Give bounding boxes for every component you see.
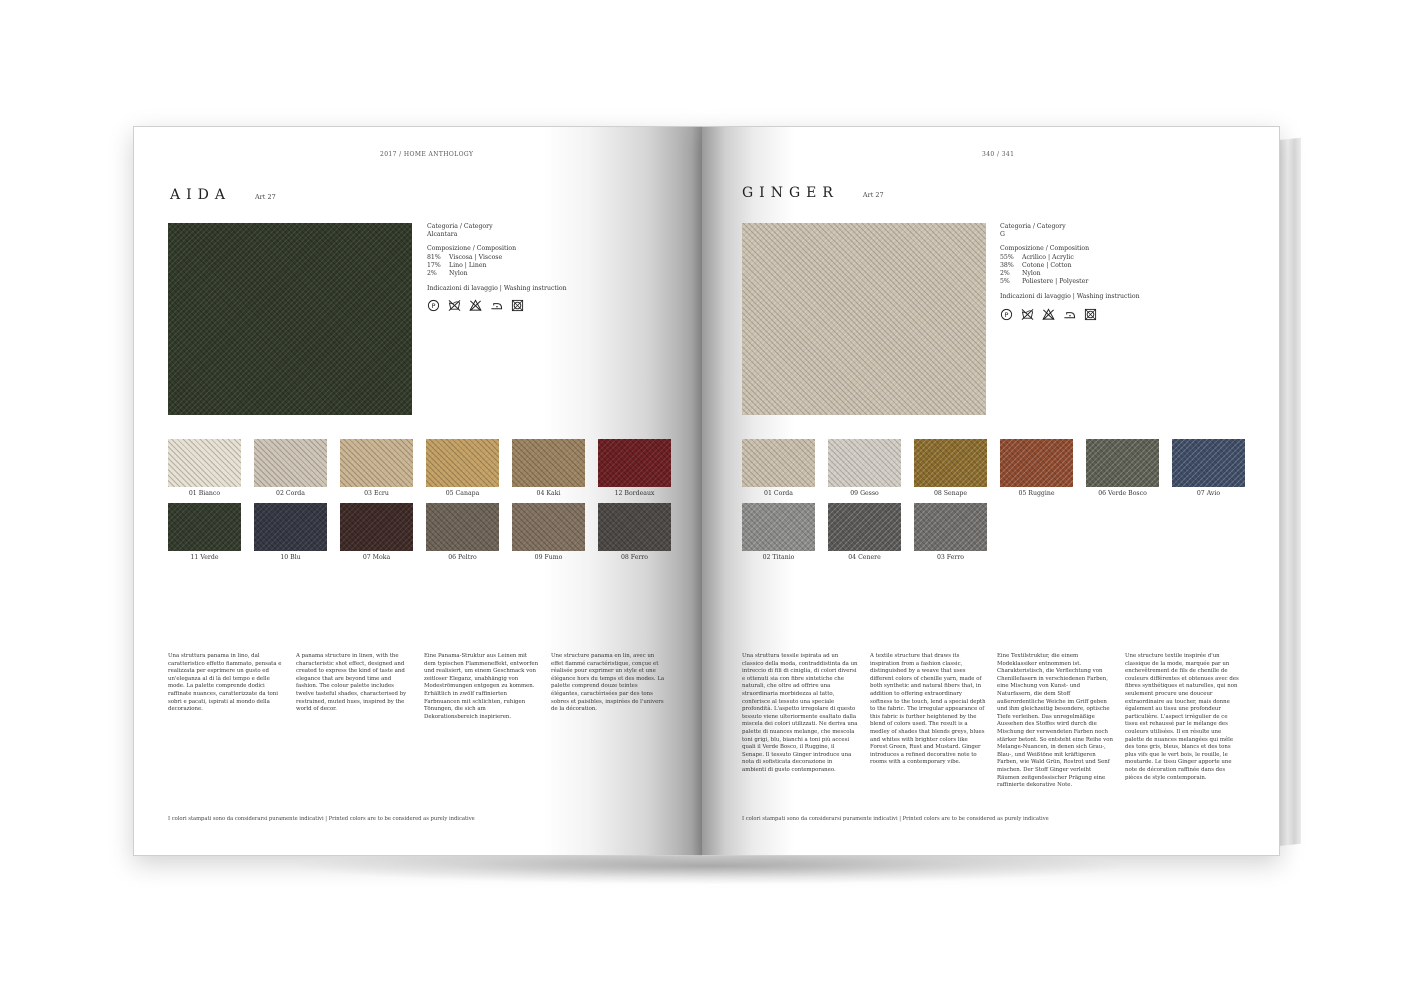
swatch-label: 05 Ruggine: [1018, 490, 1055, 497]
category-value: Alcantara: [427, 231, 458, 239]
composition-label: Composizione / Composition: [1000, 245, 1090, 253]
swatch-image: [426, 439, 499, 487]
swatch-image: [828, 503, 901, 551]
color-swatch: [168, 503, 241, 561]
swatch-image: [914, 503, 987, 551]
composition-material: Lino | Linen: [449, 261, 487, 269]
composition-percent: 17%: [427, 261, 441, 269]
description-french: Une structure textile inspirée d'un classique de la mode, marquée par un enchevêtrement de fils de chenille de couleurs différentes et obtenues avec des fibres synthétiques et naturelles, qui non seulement procure une douceur extraordinaire au toucher, mais donne également au tissu une profondeur particulière. L'aspect irrégulier de ce tissu est rehaussé par le mélange des couleurs utilisées. Il en résulte une palette de nuances melangées qui mêle des tons gris, bleus, blancs et des tons plus vifs que le vert bois, le rouille, le moutarde. Le tissu Ginger apporte une note de décoration raffinée dans des pièces de style contemporain.: [1125, 653, 1239, 781]
color-swatch: [598, 503, 671, 561]
composition-percent: 38%: [1000, 261, 1014, 269]
color-swatch: [254, 503, 327, 561]
no-wash-icon: [1021, 308, 1034, 324]
color-swatch: [598, 439, 671, 497]
no-bleach-icon: [1042, 308, 1055, 324]
no-tumble-dry-icon: [1084, 308, 1097, 324]
composition-material: Cotone | Cotton: [1022, 261, 1072, 269]
no-wash-icon: [448, 299, 461, 315]
page-header: 340 / 341: [982, 151, 1015, 158]
swatch-image: [742, 503, 815, 551]
composition-percent: 55%: [1000, 253, 1014, 261]
category-label: Categoria / Category: [427, 223, 493, 230]
composition-material: Viscosa | Viscose: [449, 253, 503, 261]
color-swatch: [828, 503, 901, 561]
color-swatch: [340, 503, 413, 561]
no-tumble-dry-icon: [511, 299, 524, 315]
composition-percent: 81%: [427, 253, 441, 261]
color-swatch: [1000, 439, 1073, 497]
svg-text:P: P: [1004, 310, 1009, 319]
color-swatch: [168, 439, 241, 497]
dryclean-p-icon: [427, 299, 440, 315]
swatch-image: [914, 439, 987, 487]
swatch-image: [340, 503, 413, 551]
composition-row: [427, 262, 627, 270]
washing-label: Indicazioni di lavaggio | Washing instruction: [1000, 293, 1140, 301]
page-edges: [1279, 138, 1301, 846]
iron-icon: [490, 299, 503, 315]
composition-material: Acrilico | Acrylic: [1022, 253, 1074, 261]
swatch-label: 03 Ferro: [936, 554, 965, 561]
color-swatch: [512, 503, 585, 561]
swatch-label: 04 Cenere: [848, 554, 881, 561]
description-german: Eine Textilstruktur, die einem Modeklassiker entnommen ist. Charakteristisch, die Verflechtung von Chenillefasern in verschiedenen Farben, eine Mischung von Kunst- und Naturfasern, die dem Stoff außerordentliche Weiche im Griff geben und ihm gleichzeitig besondere, optische Tiefe verleihen. Das unregelmäßige Aussehen des Stoffes wird durch die Mischung der verwendeten Farben noch stärker betont. So entsteht eine Reihe von Melange-Nuancen, in denen sich Grau-, Blau-, und Weißtöne mit kräftigeren Farben, wie Wald Grün, Rostrot und Senf mischen. Der Stoff Ginger verleiht Räumen zeitgenössischer Prägung eine raffinierte dekorative Note.: [997, 653, 1113, 789]
swatch-image: [254, 439, 327, 487]
swatch-label: 06 Verde Bosco: [1098, 490, 1147, 497]
swatch-label: 08 Ferro: [620, 554, 649, 561]
description-english: A panama structure in linen, with the characteristic shot effect, designed and created to express the kind of taste and elegance that are beyond time and fashion. The colour palette includes twelve tasteful shades, characterised by restrained, muted hues, inspired by the world of decor.: [296, 653, 407, 713]
page-header: 2017 / HOME ANTHOLOGY: [380, 151, 474, 158]
swatch-label: 04 Kaki: [536, 490, 561, 497]
swatch-label: 11 Verde: [190, 554, 219, 561]
swatch-image: [168, 439, 241, 487]
iron-icon: [1063, 308, 1076, 324]
category-label: Categoria / Category: [1000, 223, 1066, 230]
product-title-row: [170, 187, 276, 203]
swatch-image: [426, 503, 499, 551]
swatch-image: [742, 439, 815, 487]
fabric-info: [1000, 223, 1200, 324]
composition-row: [427, 270, 627, 278]
article-number: Art 27: [254, 193, 276, 201]
category-value: G: [1000, 231, 1005, 239]
swatch-label: 05 Canapa: [445, 490, 480, 497]
swatch-label: 06 Peltro: [448, 554, 477, 561]
description-french: Une structure panama en lin, avec un effet flammé caractéristique, conçue et réalisée pour exprimer un style et une élégance hors du temps et des modes. La palette comprend douze teintes élégantes, caractérisées par des tons sobres et paisibles, inspirées de l'univers de la décoration.: [551, 653, 665, 713]
composition-percent: 2%: [427, 270, 437, 278]
washing-icons: [1000, 308, 1200, 324]
composition-row: [1000, 254, 1200, 262]
swatch-image: [828, 439, 901, 487]
swatch-image: [1000, 439, 1073, 487]
color-swatch: [426, 503, 499, 561]
composition-list: [1000, 254, 1200, 287]
color-swatch-grid: [742, 439, 1245, 561]
color-swatch: [742, 439, 815, 497]
composition-row: [1000, 270, 1200, 278]
color-swatch: [1086, 439, 1159, 497]
color-swatch: [254, 439, 327, 497]
right-page: [702, 126, 1280, 856]
swatch-label: 10 Blu: [280, 554, 301, 561]
description-italian: Una struttura panama in lino, dal caratteristico effetto fiammato, pensata e realizzata per esprimere un gusto ed un'eleganza al di là del tempo e delle mode. La palette comprende dodici raffinate nuances, caratterizzate da toni sobri e pacati, ispirati al mondo della decorazione.: [168, 653, 282, 713]
description-italian: Una struttura tessile ispirata ad un classico della moda, contraddistinta da un intreccio di fili di ciniglia, di colori diversi e ottenuti sia con fibre sintetiche che naturali, che oltre ad offrire una straordinaria morbidezza al tatto, conferisce al tessuto una speciale profondità. L'aspetto irregolare di questo tessuto viene ulteriormente esaltato dalla miscela dei colori utilizzati. Ne deriva una palette di nuances melange, che mescola toni grigi, blu, bianchi a toni più accesi quali il Verde Bosco, il Ruggine, il Senape. Il tessuto Ginger introduce una nota di sofisticata decorazione in ambienti di gusto contemporaneo.: [742, 653, 858, 773]
swatch-image: [512, 503, 585, 551]
swatch-label: 09 Gesso: [850, 490, 879, 497]
dryclean-p-icon: [1000, 308, 1013, 324]
color-swatch: [1172, 439, 1245, 497]
swatch-image: [1086, 439, 1159, 487]
no-bleach-icon: [469, 299, 482, 315]
color-swatch-grid: [168, 439, 671, 561]
color-swatch: [828, 439, 901, 497]
article-number: Art 27: [862, 191, 884, 199]
swatch-image: [598, 439, 671, 487]
composition-row: [427, 254, 627, 262]
color-swatch: [914, 503, 987, 561]
swatch-image: [1172, 439, 1245, 487]
swatch-label: 01 Bianco: [188, 490, 221, 497]
swatch-label: 02 Titanio: [762, 554, 795, 561]
composition-row: [1000, 262, 1200, 270]
swatch-label: 02 Corda: [276, 490, 305, 497]
main-fabric-swatch: [168, 223, 412, 415]
product-title-row: [742, 185, 884, 201]
composition-row: [1000, 278, 1200, 286]
swatch-label: 09 Fumo: [534, 554, 563, 561]
main-fabric-swatch: [742, 223, 986, 415]
composition-percent: 5%: [1000, 278, 1010, 286]
swatch-label: 08 Senape: [933, 490, 968, 497]
product-title: AIDA: [170, 187, 231, 203]
composition-percent: 2%: [1000, 270, 1010, 278]
svg-text:P: P: [431, 302, 436, 311]
composition-list: [427, 254, 627, 279]
composition-label: Composizione / Composition: [427, 245, 517, 253]
color-swatch: [742, 503, 815, 561]
washing-icons: [427, 299, 627, 315]
composition-material: Nylon: [449, 270, 468, 278]
page-footer: I colori stampati sono da considerarsi puramente indicativi | Printed colors are to be considered as purely indicative: [742, 816, 1049, 822]
swatch-label: 07 Avio: [1196, 490, 1221, 497]
description-german: Eine Panama-Struktur aus Leinen mit dem typischen Flammeneffekt, entworfen und realisiert, um einem Geschmack von zeitloser Eleganz, unabhängig von Modeströmungen entgegen zu kommen. Erhältlich in zwölf raffinierten Farbnuancen mit schlichten, ruhigen Tönungen, die sich am Dekorationsbereich inspirieren.: [424, 653, 539, 720]
swatch-label: 03 Ecru: [364, 490, 389, 497]
swatch-label: 12 Bordeaux: [614, 490, 655, 497]
washing-label: Indicazioni di lavaggio | Washing instruction: [427, 285, 567, 293]
swatch-image: [340, 439, 413, 487]
swatch-image: [598, 503, 671, 551]
left-page: [133, 126, 703, 856]
swatch-label: 01 Corda: [764, 490, 793, 497]
product-title: GINGER: [742, 185, 839, 201]
composition-material: Poliestere | Polyester: [1022, 278, 1089, 286]
composition-material: Nylon: [1022, 270, 1041, 278]
color-swatch: [340, 439, 413, 497]
swatch-image: [168, 503, 241, 551]
color-swatch: [512, 439, 585, 497]
swatch-image: [254, 503, 327, 551]
description-english: A textile structure that draws its inspiration from a fashion classic, distinguished by a weave that uses different colors of chenille yarn, made of both synthetic and natural fibers that, in addition to offering extraordinary softness to the touch, lend a special depth to the fabric. The irregular appearance of this fabric is further heightened by the blend of colors used. The result is a medley of shades that blends greys, blues and whites with brighter colors like Forest Green, Rust and Mustard. Ginger introduces a refined decorative note to rooms with a contemporary vibe.: [870, 653, 986, 766]
fabric-info: [427, 223, 627, 316]
swatch-image: [512, 439, 585, 487]
swatch-label: 07 Moka: [362, 554, 391, 561]
color-swatch: [914, 439, 987, 497]
color-swatch: [426, 439, 499, 497]
page-footer: I colori stampati sono da considerarsi puramente indicativi | Printed colors are to be considered as purely indicative: [168, 816, 475, 822]
